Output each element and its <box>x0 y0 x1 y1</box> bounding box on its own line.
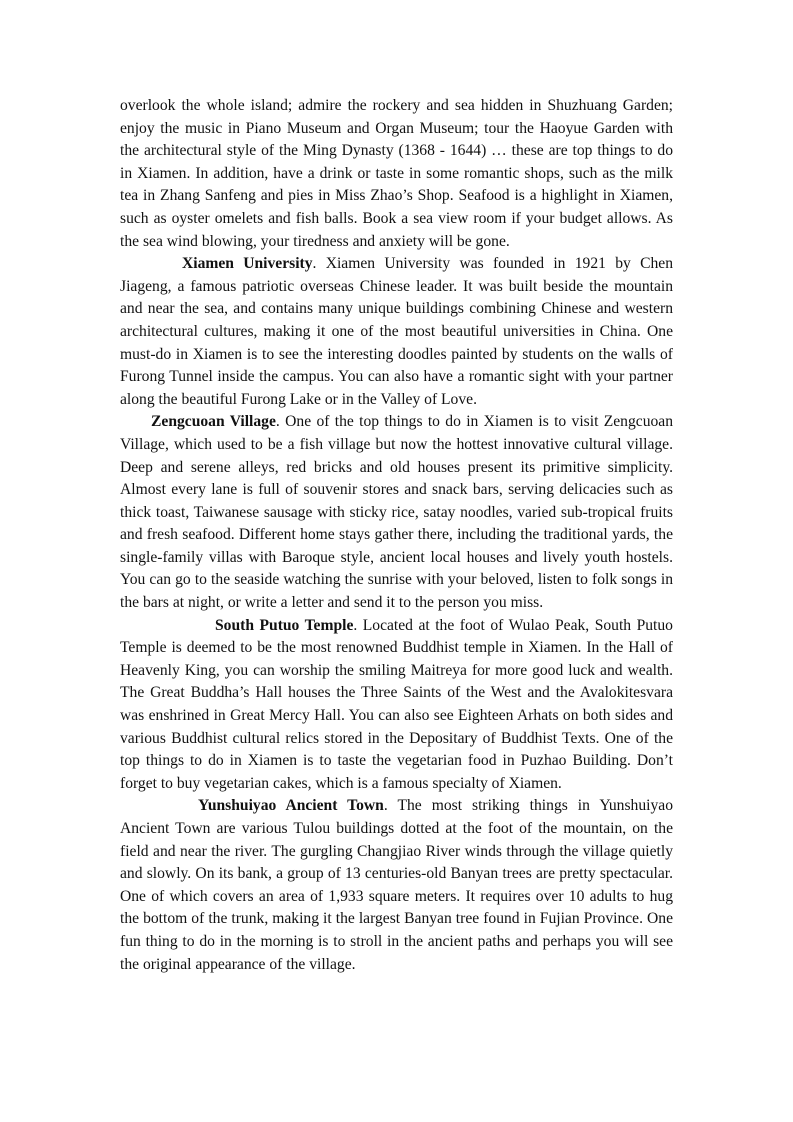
section-body: . The most striking things in Yunshuiyao Ancient Town are various Tulou buildings dotted at the foot of the mountain, on the field and near the river. The gurgling Changjiao River winds through the village quietly and slowly. On its bank, a group of 13 centuries-old Banyan trees are pretty spectacular. One of which covers an area of 1,933 square meters. It requires over 10 adults to hug the bottom of the trunk, making it the largest Banyan tree found in Fujian Province. One fun thing to do in the morning is to stroll in the ancient paths and perhaps you will see the original appearance of the village. <box>120 797 673 973</box>
section-heading: Zengcuoan Village <box>151 413 276 431</box>
section-body: . One of the top things to do in Xiamen is to visit Zengcuoan Village, which used to be a fish village but now the hottest innovative cultural village. Deep and serene alleys, red bricks and old houses present its primitive simplicity. Almost every lane is full of souvenir stores and snack bars, serving delicacies such as thick toast, Taiwanese sausage with sticky rice, satay noodles, varied sub-tropical fruits and fresh seafood. Different home stays gather there, including the traditional yards, the single-family villas with Baroque style, ancient local houses and lively youth hostels. You can go to the seaside watching the sunrise with your beloved, listen to folk songs in the bars at night, or write a letter and send it to the person you miss. <box>120 413 674 612</box>
section-body: . Xiamen University was founded in 1921 by Chen Jiageng, a famous patriotic overseas Chinese leader. It was built beside the mountain and near the sea, and contains many unique buildings combining Chinese and western architectural cultures, making it one of the most beautiful universities in China. One must-do in Xiamen is to see the interesting doodles painted by students on the walls of Furong Tunnel inside the campus. You can also have a romantic sight with your partner along the beautiful Furong Lake or in the Valley of Love. <box>120 255 673 408</box>
section-yunshuiyao-ancient-town <box>120 795 673 976</box>
document-page <box>120 95 673 976</box>
section-heading: Xiamen University <box>182 255 313 273</box>
section-heading: Yunshuiyao Ancient Town <box>198 797 384 815</box>
section-heading: South Putuo Temple <box>215 616 354 634</box>
section-zengcuoan-village <box>120 411 673 614</box>
intro-paragraph: overlook the whole island; admire the rockery and sea hidden in Shuzhuang Garden; enjoy the music in Piano Museum and Organ Museum; tour the Haoyue Garden with the architectural style of the Ming Dynasty (1368 - 1644) … these are top things to do in Xiamen. In addition, have a drink or taste in some romantic shops, such as the milk tea in Zhang Sanfeng and pies in Miss Zhao’s Shop. Seafood is a highlight in Xiamen, such as oyster omelets and fish balls. Book a sea view room if your budget allows. As the sea wind blowing, your tiredness and anxiety will be gone. <box>120 97 673 250</box>
section-xiamen-university <box>120 253 673 411</box>
section-south-putuo-temple <box>120 615 673 796</box>
section-body: . Located at the foot of Wulao Peak, South Putuo Temple is deemed to be the most renowned Buddhist temple in Xiamen. In the Hall of Heavenly King, you can worship the smiling Maitreya for more good luck and wealth. The Great Buddha’s Hall houses the Three Saints of the West and the Avalokitesvara was enshrined in Great Mercy Hall. You can also see Eighteen Arhats on both sides and various Buddhist cultural relics stored in the Depositary of Buddhist Texts. One of the top things to do in Xiamen is to taste the vegetarian food in Puzhao Building. Don’t forget to buy vegetarian cakes, which is a famous specialty of Xiamen. <box>120 616 673 792</box>
